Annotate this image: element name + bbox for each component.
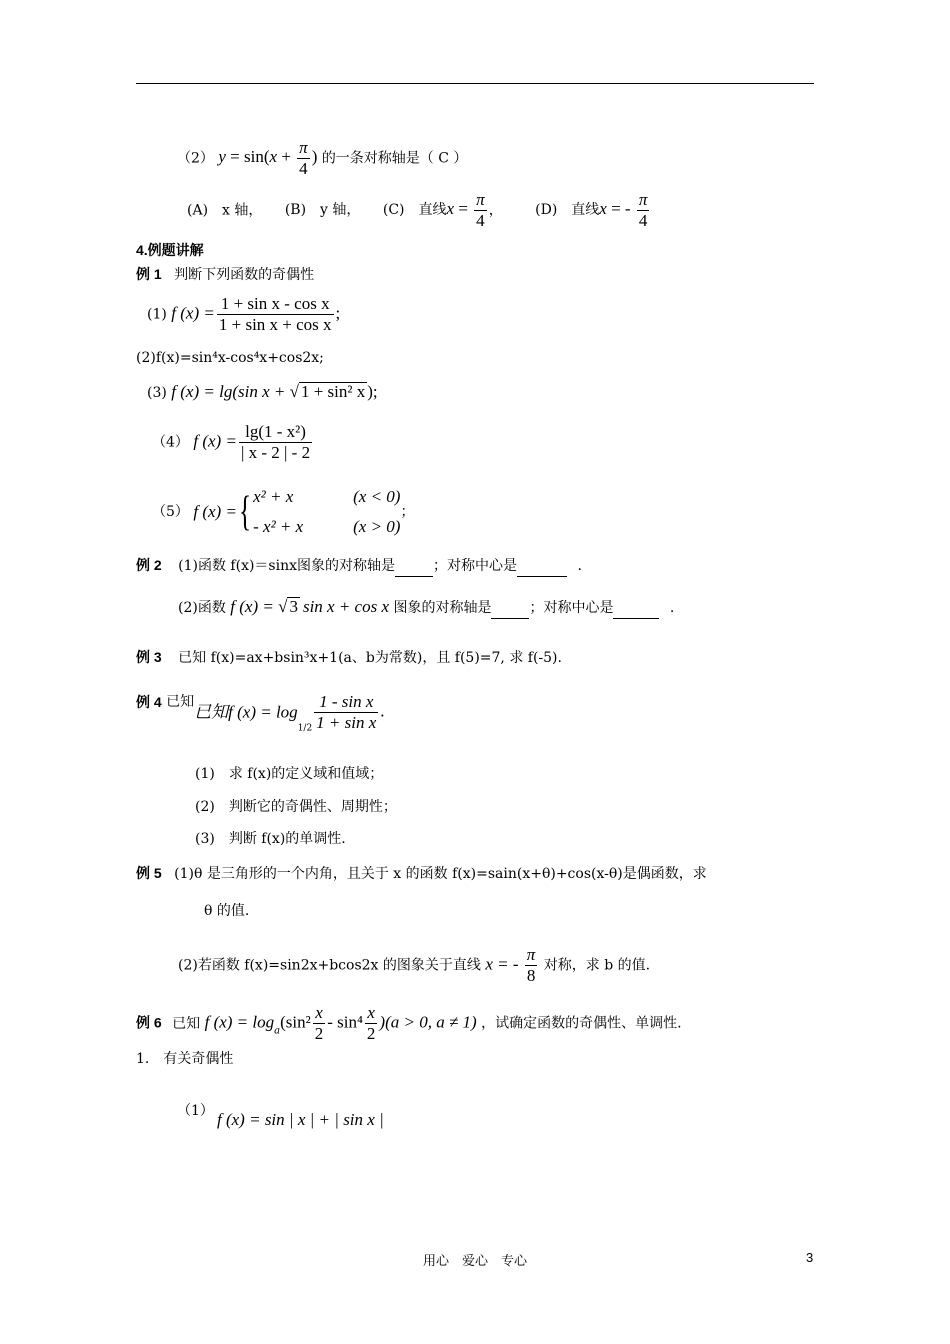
q2-equation — [218, 138, 318, 178]
option-c-tail: ， — [488, 202, 503, 219]
ex4-den: 1 + sin x — [316, 713, 377, 732]
ex4-pre: 已知 — [166, 694, 195, 710]
example-1-title — [136, 264, 314, 285]
ex2-p2-blank-2 — [613, 598, 659, 619]
section-1-part-1-label: （1） — [177, 1103, 214, 1119]
example-5-part-1 — [136, 863, 707, 884]
ex5-p2-num: π — [526, 945, 536, 964]
ex6-pre: 已知 — [172, 1015, 201, 1032]
ex6-f2-num: x — [365, 1003, 378, 1024]
ex1-p5-tail: ； — [400, 504, 415, 520]
ex2-p1-c: . — [577, 558, 582, 574]
page-footer: 用心 爱心 专心 — [422, 1254, 527, 1269]
q2-eq-x: x — [269, 147, 278, 167]
ex2-p1-a: (1)函数 f(x)＝sinx图象的对称轴是 — [178, 558, 395, 574]
q2-eq-close: ) — [311, 147, 318, 167]
ex1-part-1 — [147, 294, 340, 335]
option-c-label: (C) 直线 — [382, 202, 447, 219]
example-2-part-2 — [178, 597, 674, 619]
ex5-p2-a: (2)若函数 f(x)=sin2x+bcos2x 的图象关于直线 — [178, 957, 481, 974]
q2-frac-den: 4 — [299, 159, 308, 178]
q2-eq-lhs: y — [218, 147, 226, 167]
ex1-p4-label: （4） — [152, 434, 189, 451]
ex1-p3-lhs: f (x) = lg(sin x + — [171, 382, 290, 401]
option-d-eq — [599, 190, 651, 230]
ex1-part-3 — [147, 382, 378, 403]
option-d-label: (D) 直线 — [535, 202, 600, 219]
ex1-p1-label: (1) — [147, 306, 167, 323]
ex1-part-4 — [152, 422, 314, 463]
question-2 — [177, 138, 467, 179]
example-6 — [136, 1003, 682, 1044]
option-c-eq — [446, 190, 489, 230]
ex5-p2-eq: x = - — [485, 954, 523, 974]
page-number: 3 — [806, 1250, 814, 1265]
q2-frac-num: π — [299, 138, 308, 157]
ex1-p3-root: 1 + sin² x — [300, 382, 366, 401]
q2-eq-plus: + — [277, 147, 296, 167]
ex6-frac-2 — [365, 1003, 378, 1044]
ex1-p1-den: 1 + sin x + cos x — [218, 315, 332, 334]
ex2-p2-eq: f (x) = — [230, 597, 279, 616]
ex6-label: 例 6 — [136, 1014, 162, 1031]
q2-eq-mid: = sin( — [225, 147, 270, 167]
ex4-num: 1 - sin x — [314, 692, 378, 713]
ex1-p5-cases — [253, 482, 400, 542]
ex1-p3-sqrt: √ 1 + sin² x — [289, 382, 366, 401]
ex2-p2-eq2: sin x + cos x — [302, 597, 390, 616]
ex3-label: 例 3 — [136, 649, 162, 665]
ex2-p2-c: ；对称中心是 — [529, 600, 614, 616]
ex4-eq-pre: 已知f (x) = log — [194, 702, 298, 722]
ex1-p3-label: (3) — [147, 385, 167, 401]
ex6-eq-a: f (x) = log — [204, 1012, 275, 1032]
option-a: (A) x 轴， — [187, 202, 263, 219]
example-3 — [136, 647, 562, 668]
ex1-part-2: (2)f(x)=sin⁴x-cos⁴x+cos2x; — [136, 350, 324, 366]
q2-label: （2） — [177, 150, 214, 167]
option-c-num: π — [476, 190, 485, 209]
header-rule — [136, 83, 814, 84]
ex1-p5-label: （5） — [152, 504, 189, 520]
ex1-p5-r1b: (x < 0) — [353, 487, 401, 506]
ex1-p5-row-2 — [253, 512, 400, 542]
option-d-num: π — [638, 190, 648, 209]
ex6-eq-b: (sin² — [280, 1012, 311, 1032]
ex6-eq-sub: a — [274, 1025, 281, 1037]
section-1-title: 1. 有关奇偶性 — [136, 1051, 234, 1067]
example-2-part-1 — [136, 555, 582, 577]
ex5-label: 例 5 — [136, 865, 162, 881]
option-c-den: 4 — [476, 211, 485, 230]
ex5-p2-b: 对称，求 b 的值. — [543, 957, 651, 974]
ex1-p5-r1a: x² + x — [253, 487, 294, 506]
ex2-p2-root: 3 — [289, 597, 298, 616]
ex6-eq-d: )(a > 0, a ≠ 1) — [379, 1012, 477, 1032]
ex1-p5-r2a: - x² + x — [253, 517, 304, 536]
ex1-p4-num: lg(1 - x²) — [239, 422, 312, 443]
option-d-frac — [637, 190, 650, 231]
q2-frac — [297, 138, 310, 179]
ex6-f1-den: 2 — [314, 1024, 324, 1043]
ex2-p2-a: (2)函数 — [178, 600, 226, 616]
section-1-part-1-eq: f (x) = sin | x | + | sin x | — [217, 1110, 384, 1129]
ex2-p2-blank-1 — [491, 598, 529, 619]
ex1-p1-frac — [217, 294, 334, 335]
ex1-p1-lhs: f (x) = — [171, 303, 215, 323]
ex6-f1-num: x — [313, 1003, 326, 1024]
ex4-item-3: (3) 判断 f(x)的单调性. — [195, 831, 346, 847]
ex2-p1-b: ；对称中心是 — [433, 558, 517, 574]
ex6-f2-den: 2 — [366, 1024, 376, 1043]
ex2-p2-b: 图象的对称轴是 — [393, 600, 492, 616]
ex4-tail: . — [380, 701, 385, 721]
ex1-p1-tail: ; — [335, 303, 341, 323]
ex2-p2-sqrt: √ 3 — [278, 597, 298, 616]
ex5-p1: (1)θ 是三角形的一个内角，且关于 x 的函数 f(x)=sain(x+θ)+cos(x-θ)是偶函数，求 — [174, 866, 707, 882]
option-d-sign: = - — [606, 199, 635, 219]
option-d-x: x — [599, 199, 607, 219]
ex2-label: 例 2 — [136, 557, 162, 573]
example-5-part-1b: θ 的值. — [204, 903, 250, 919]
ex3-text: 已知 f(x)=ax+bsin³x+1(a、b为常数)，且 f(5)=7, 求 f(-5). — [178, 650, 562, 666]
q2-text: 的一条对称轴是（ C ） — [321, 150, 468, 167]
example-4 — [136, 692, 385, 739]
ex2-p1-blank-2 — [517, 556, 567, 577]
ex1-label: 例 1 — [136, 266, 162, 282]
ex1-p3-tail: ); — [367, 382, 378, 401]
options-row — [187, 190, 651, 231]
option-c-sign: = — [454, 199, 473, 219]
ex2-p2-d: . — [669, 600, 675, 616]
option-c-frac — [474, 190, 487, 231]
option-b: (B) y 轴， — [284, 202, 361, 219]
ex4-item-2: (2) 判断它的奇偶性、周期性； — [195, 799, 397, 815]
ex1-p5-row-1 — [253, 482, 400, 512]
ex2-p1-blank-1 — [395, 556, 433, 577]
ex6-eq-c: - sin⁴ — [327, 1012, 363, 1032]
ex1-text: 判断下列函数的奇偶性 — [174, 267, 315, 283]
ex1-part-5 — [152, 482, 414, 542]
example-5-part-2 — [178, 945, 650, 986]
option-d-den: 4 — [638, 211, 648, 230]
ex1-p5-r2b: (x > 0) — [353, 517, 401, 536]
ex1-p4-frac — [239, 422, 312, 463]
ex4-label: 例 4 — [136, 694, 162, 710]
ex1-p4-den: | x - 2 | - 2 — [240, 443, 311, 462]
ex6-tail: ，试确定函数的奇偶性、单调性. — [481, 1015, 682, 1032]
ex1-p5-lhs: f (x) = — [193, 502, 237, 521]
ex1-p1-num: 1 + sin x - cos x — [217, 294, 334, 315]
ex4-item-1: (1) 求 f(x)的定义域和值域； — [195, 766, 384, 782]
section-heading: 4.例题讲解 — [136, 242, 204, 258]
ex4-frac — [314, 692, 378, 733]
ex1-p4-lhs: f (x) = — [193, 431, 237, 451]
option-c-x: x — [446, 199, 455, 219]
ex4-log-base: 1/2 — [297, 723, 313, 734]
ex5-p2-frac — [525, 945, 538, 986]
ex1-p5-brace: { — [238, 489, 252, 535]
ex5-p2-den: 8 — [526, 966, 536, 985]
ex6-frac-1 — [313, 1003, 326, 1044]
